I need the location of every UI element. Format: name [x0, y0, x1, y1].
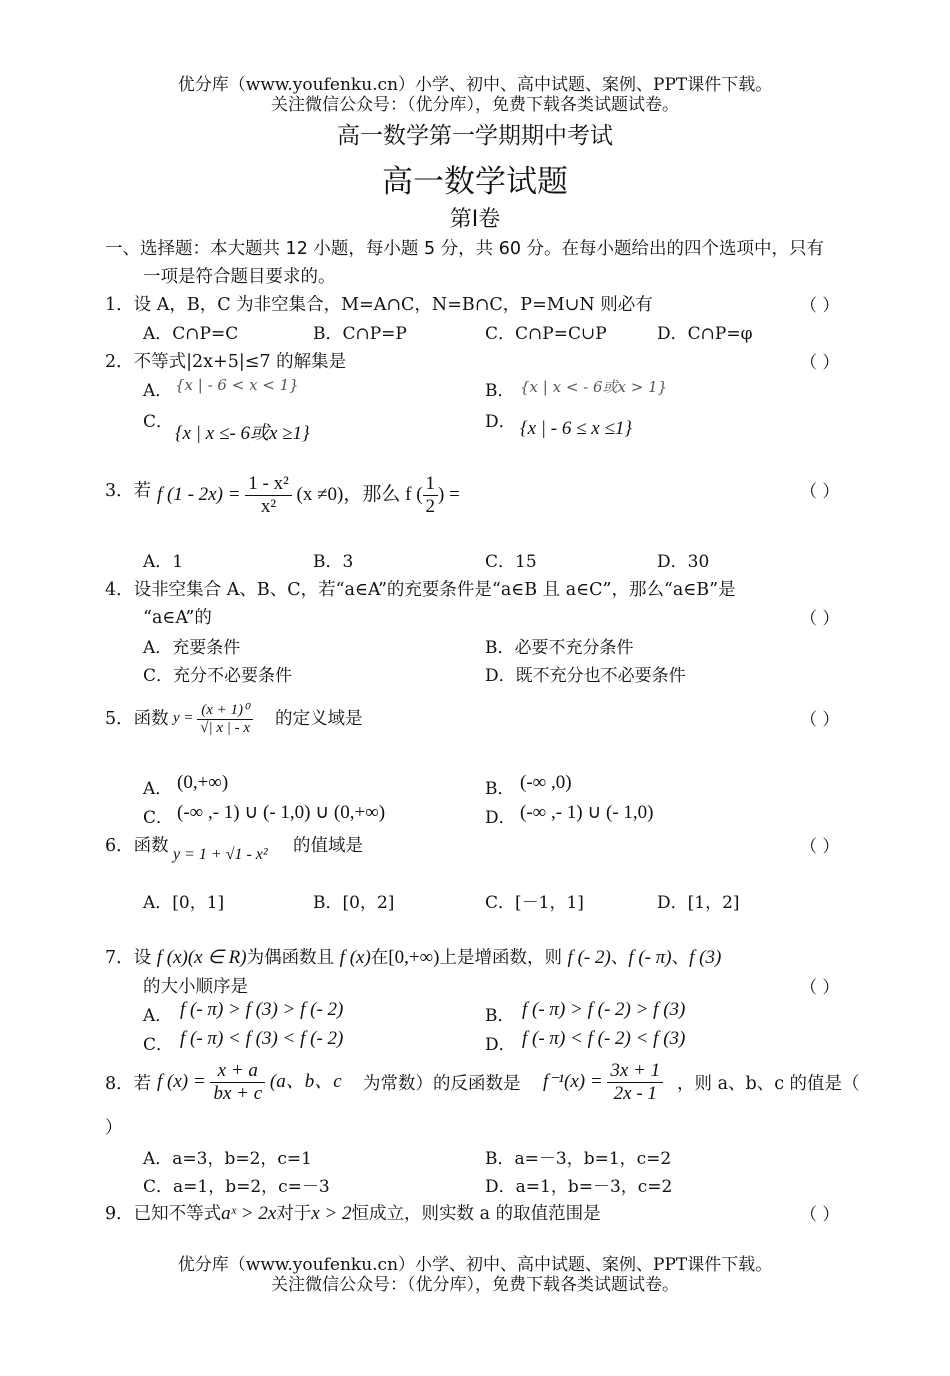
header-line-1: 优分库（www.youfenku.cn）小学、初中、高中试题、案例、PPT课件下载。	[177, 75, 773, 95]
q1-answer-blank: （ ）	[800, 296, 840, 316]
q8-option-c: C．a=1，b=2，c=－3	[143, 1177, 330, 1197]
q1-option-c: C．C∩P=C∪P	[485, 324, 607, 344]
q9-math-1: aˣ > 2x	[221, 1203, 277, 1224]
q8-mid-text: 为常数）的反函数是	[363, 1074, 521, 1094]
q6-formula: y = 1 + √1 - x²	[173, 846, 268, 863]
q6-option-d: D．[1，2]	[657, 893, 740, 913]
paper-title: 高一数学试题	[382, 164, 568, 200]
q7-math-5: f (- π)	[628, 947, 672, 968]
q9-math-2: x > 2	[311, 1203, 352, 1224]
q4-stem-line-1: 4．设非空集合 A、B、C，若“a∈A”的充要条件是“a∈B 且 a∈C”，那么“a∈B”是	[105, 580, 736, 600]
q3-formula	[157, 473, 460, 518]
q8-inverse-denominator: 2x - 1	[607, 1082, 663, 1105]
footer-line-1: 优分库（www.youfenku.cn）小学、初中、高中试题、案例、PPT课件下载。	[177, 1255, 773, 1275]
q3-option-d: D．30	[657, 552, 710, 572]
q8-option-d: D．a=1，b=－3，c=2	[485, 1177, 673, 1197]
q5-option-a-label: A．	[143, 779, 173, 799]
q5-numerator: (x + 1)⁰	[201, 702, 250, 718]
q1-option-d: D．C∩P=φ	[657, 324, 753, 344]
q7-math-1: f (x)(x ∈ R)	[156, 947, 247, 968]
q5-option-c-label: C．	[143, 808, 174, 828]
q3-prefix: 3．若	[105, 481, 152, 501]
q8-f: f (x) =	[157, 1070, 206, 1092]
q8-params: (a、b、c	[269, 1070, 342, 1092]
q2-stem: 2．不等式|2x+5|≤7 的解集是	[105, 352, 347, 372]
q1-stem: 1．设 A，B，C 为非空集合，M=A∩C，N=B∩C，P=M∪N 则必有	[105, 295, 653, 315]
q7-option-b-label: B．	[485, 1006, 515, 1026]
q7-option-d-label: D．	[485, 1035, 516, 1055]
q5-option-d-math: (-∞ ,- 1) ∪ (- 1,0)	[520, 802, 654, 823]
header-line-2: 关注微信公众号：（优分库），免费下载各类试题试卷。	[271, 95, 679, 115]
q7-math-4: f (- 2)	[567, 947, 611, 968]
q3-answer-blank: （ ）	[800, 482, 840, 502]
q9-prefix: 9．已知不等式	[105, 1204, 222, 1224]
q2-option-a-math: {x | - 6 < x < 1}	[175, 376, 299, 394]
q7-answer-blank: （ ）	[800, 978, 840, 998]
q2-option-a-label: A．	[143, 381, 173, 401]
q5-formula	[173, 700, 253, 737]
q7-text-c: 在	[370, 948, 389, 968]
q6-option-b: B．[0，2]	[313, 893, 395, 913]
q9-answer-blank: （ ）	[800, 1205, 840, 1225]
q4-answer-blank: （ ）	[800, 609, 840, 629]
q3-fraction	[245, 473, 292, 518]
q3-denominator: x²	[245, 495, 292, 518]
q9-mid: 对于	[276, 1204, 312, 1224]
q6-option-c: C．[－1，1]	[485, 893, 584, 913]
q3-half-num: 1	[425, 473, 436, 494]
q2-option-d-label: D．	[485, 412, 516, 432]
q7-option-c-label: C．	[143, 1035, 174, 1055]
q1-option-b: B．C∩P=P	[313, 324, 407, 344]
q7-sep-1: 、	[610, 948, 629, 968]
q7-stem-line-1	[105, 944, 721, 969]
q2-option-b-math: {x | x < - 6或x > 1}	[520, 378, 668, 396]
q3-half-den: 2	[423, 495, 439, 518]
q8-inverse-formula	[543, 1060, 663, 1105]
q7-option-a-label: A．	[143, 1006, 173, 1026]
q7-math-3: [0,+∞)	[388, 947, 440, 968]
q8-tail: ，则 a、b、c 的值是（	[677, 1074, 860, 1094]
q7-text-a: 7．设	[105, 948, 152, 968]
q5-option-d-label: D．	[485, 808, 516, 828]
q8-inverse-numerator: 3x + 1	[610, 1060, 661, 1081]
q8-inverse-fraction	[607, 1060, 663, 1105]
q7-math-6: f (3)	[689, 947, 722, 968]
footer-line-2: 关注微信公众号：（优分库），免费下载各类试题试卷。	[271, 1275, 679, 1295]
q6-option-a: A．[0，1]	[143, 893, 225, 913]
q7-option-b-math: f (- π) > f (- 2) > f (3)	[522, 999, 686, 1020]
q7-sep-2: 、	[671, 948, 690, 968]
q5-denominator: √| x | - x	[197, 719, 253, 737]
q8-option-a: A．a=3，b=2，c=1	[143, 1149, 312, 1169]
q2-option-d-math: {x | - 6 ≤ x ≤1}	[520, 418, 632, 439]
q9-suffix: 恒成立，则实数 a 的取值范围是	[351, 1204, 601, 1224]
q8-numerator: x + a	[217, 1060, 258, 1081]
q4-option-a: A．充要条件	[143, 638, 241, 658]
q3-f-left: f (1 - 2x) =	[157, 483, 241, 505]
q3-condition: (x ≠0)，那么 f (	[296, 483, 423, 505]
q5-option-b-math: (-∞ ,0)	[520, 772, 572, 793]
q4-stem-line-2: “a∈A”的	[143, 608, 212, 628]
section-instructions-line-1: 一、选择题：本大题共 12 小题，每小题 5 分，共 60 分。在每小题给出的四个选项中，只有	[105, 239, 825, 259]
q3-tail: ) =	[438, 483, 460, 505]
q5-answer-blank: （ ）	[800, 710, 840, 730]
q8-option-b: B．a=－3，b=1，c=2	[485, 1149, 672, 1169]
q8-denominator: bx + c	[210, 1082, 265, 1105]
q7-option-c-math: f (- π) < f (3) < f (- 2)	[180, 1028, 344, 1049]
q5-option-b-label: B．	[485, 779, 515, 799]
q5-prefix: 5．函数	[105, 709, 169, 729]
q6-suffix: 的值域是	[293, 836, 363, 856]
q7-stem-line-2: 的大小顺序是	[143, 977, 248, 997]
q5-option-c-math: (-∞ ,- 1) ∪ (- 1,0) ∪ (0,+∞)	[177, 802, 386, 823]
q8-prefix: 8．若	[105, 1074, 152, 1094]
q4-option-d: D．既不充分也不必要条件	[485, 666, 686, 686]
volume-title: 第Ⅰ卷	[449, 207, 501, 232]
q6-answer-blank: （ ）	[800, 837, 840, 857]
q5-option-a-math: (0,+∞)	[177, 772, 229, 793]
q8-formula	[157, 1060, 342, 1105]
q4-option-b: B．必要不充分条件	[485, 638, 634, 658]
q5-y: y =	[173, 709, 194, 726]
q9-stem	[105, 1200, 601, 1225]
q8-close-paren: ）	[105, 1118, 123, 1138]
exam-title: 高一数学第一学期期中考试	[337, 123, 613, 149]
q8-finv: f⁻¹(x) =	[543, 1070, 603, 1092]
section-instructions-line-2: 一项是符合题目要求的。	[143, 267, 336, 287]
q8-fraction	[210, 1060, 265, 1105]
q2-answer-blank: （ ）	[800, 353, 840, 373]
q7-option-d-math: f (- π) < f (- 2) < f (3)	[522, 1028, 686, 1049]
q3-option-c: C．15	[485, 552, 537, 572]
q3-half	[423, 473, 439, 518]
q2-option-c-math: {x | x ≤- 6或x ≥1}	[175, 423, 310, 444]
q7-text-b: 为偶函数且	[246, 948, 335, 968]
q5-suffix: 的定义域是	[275, 709, 363, 729]
q3-numerator: 1 - x²	[248, 473, 289, 494]
q6-prefix: 6．函数	[105, 836, 169, 856]
q7-text-d: 上是增函数，则	[439, 948, 562, 968]
q2-option-b-label: B．	[485, 381, 515, 401]
q5-fraction	[197, 700, 253, 737]
q3-option-a: A．1	[143, 552, 184, 572]
q3-option-b: B．3	[313, 552, 354, 572]
q4-option-c: C．充分不必要条件	[143, 666, 293, 686]
q2-option-c-label: C．	[143, 412, 174, 432]
q7-math-2: f (x)	[339, 947, 371, 968]
q1-option-a: A．C∩P=C	[143, 324, 239, 344]
q7-option-a-math: f (- π) > f (3) > f (- 2)	[180, 999, 344, 1020]
